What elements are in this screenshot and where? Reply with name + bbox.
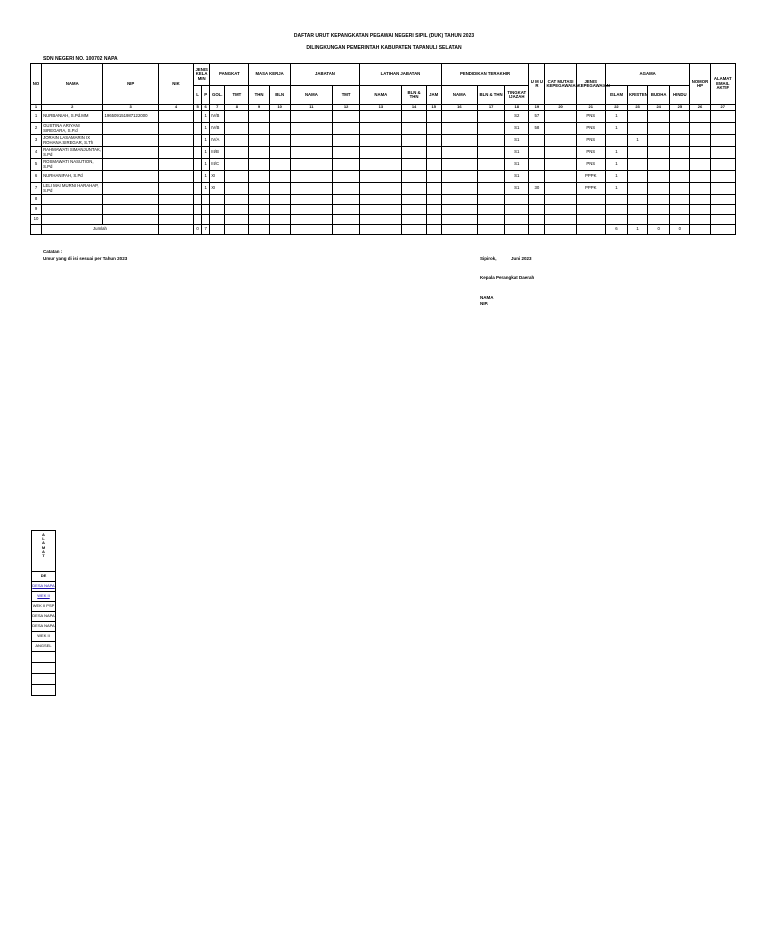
cell-no: 5	[31, 159, 42, 171]
cell-nama: RAHMAWATI SIMANJUNTAK, S.Pd	[43, 147, 102, 157]
cell-gol: IV/B	[210, 111, 225, 123]
cell-gol: XI	[210, 183, 225, 195]
column-number: 5	[194, 105, 202, 111]
catatan-label: Catatan :	[43, 249, 63, 254]
total-p: 7	[202, 225, 210, 235]
cell-nip	[103, 159, 158, 171]
cell-nama: JORAIN LASAMARIN IX ROHANA SIREGAR, S.Th	[42, 135, 103, 147]
cell-gol: III/B	[210, 147, 225, 159]
table-row-empty	[31, 195, 736, 205]
cell-nip	[103, 135, 158, 147]
cell-p: 1	[202, 111, 210, 123]
col-umur: U M U R	[529, 64, 545, 105]
col-jab-tmt: TMT	[333, 86, 360, 105]
column-number: 15	[426, 105, 441, 111]
column-number: 13	[360, 105, 402, 111]
document-title: DAFTAR URUT KEPANGKATAN PEGAWAI NEGERI SIPIL (DUK) TAHUN 2023	[293, 33, 475, 39]
column-number: 19	[529, 105, 545, 111]
address-empty-cell	[32, 674, 56, 685]
cell-gol: III/C	[210, 159, 225, 171]
cell-nip	[103, 147, 158, 159]
col-lat-jam: JAM	[426, 86, 441, 105]
cell-jenis: PNS	[576, 147, 605, 159]
total-l: 0	[194, 225, 202, 235]
signature-nip: NIP.	[480, 301, 489, 306]
cell-jenis: PNS	[576, 135, 605, 147]
col-cat-mutasi: CAT MUTASI KEPEGAWAIAN	[545, 64, 576, 105]
col-nik: NIK	[158, 64, 193, 105]
col-lat-nama: NAMA	[360, 86, 402, 105]
col-p: P	[202, 86, 210, 105]
cell-jenis: PNS	[576, 111, 605, 123]
cell-islam: 1	[605, 159, 627, 171]
cell-nama: ROSMAWATI NASUTION, S.Pd	[42, 159, 103, 171]
cell-p: 1	[202, 147, 210, 159]
column-number: 24	[648, 105, 670, 111]
column-number: 9	[249, 105, 269, 111]
cell-jenis: PPPK	[576, 171, 605, 183]
cell-no: 6	[31, 171, 42, 183]
col-thn: THN	[249, 86, 269, 105]
cell-islam: 1	[605, 183, 627, 195]
cell-kristen	[627, 111, 647, 123]
address-item: DESA NAPA	[32, 612, 56, 622]
cell-umur	[529, 135, 545, 147]
cell-kristen	[627, 123, 647, 135]
address-header: A L A M A T	[32, 531, 56, 572]
cell-jenis: PPPK	[576, 183, 605, 195]
column-number: 7	[210, 105, 225, 111]
col-kristen: KRISTEN	[627, 86, 647, 105]
cell-p: 1	[202, 135, 210, 147]
totals-label: Jumlah	[42, 225, 159, 235]
cell-islam: 1	[605, 147, 627, 159]
cell-p: 1	[202, 183, 210, 195]
cell-no: 8	[31, 195, 42, 205]
column-number: 6	[202, 105, 210, 111]
cell-nip	[103, 183, 158, 195]
col-pend-blnthn: BLN & THN	[477, 86, 504, 105]
address-item: WEK II	[32, 632, 56, 642]
col-gol: GOL.	[210, 86, 225, 105]
cell-kristen	[627, 159, 647, 171]
address-item[interactable]: WEK II	[32, 592, 56, 602]
address-empty-cell	[32, 663, 56, 674]
col-pend-tingkat: TINGKAT IJAZAH	[505, 86, 529, 105]
total-kristen: 1	[627, 225, 647, 235]
cell-nama: LELI MAI MURNI HARAHAP, S.Pd	[42, 183, 103, 195]
column-number: 22	[605, 105, 627, 111]
col-pendidikan: PENDIDIKAN TERAKHIR	[441, 64, 529, 86]
cell-no: 3	[31, 135, 42, 147]
col-agama: AGAMA	[605, 64, 690, 86]
school-name: SDN NEGERI NO. 100702 NAPA	[43, 56, 118, 62]
cell-no: 7	[31, 183, 42, 195]
col-nip: NIP	[103, 64, 158, 105]
total-islam: 6	[605, 225, 627, 235]
cell-kristen: 1	[627, 135, 647, 147]
cell-p: 1	[202, 171, 210, 183]
column-number: 27	[710, 105, 735, 111]
cell-umur	[529, 147, 545, 159]
col-islam: ISLAM	[605, 86, 627, 105]
col-masa-kerja: MASA KERJA	[249, 64, 290, 86]
column-number: 12	[333, 105, 360, 111]
document-subtitle: DILINGKUNGAN PEMERINTAH KABUPATEN TAPANULI SELATAN	[306, 45, 462, 51]
umur-note: Umur yang di isi sesuai per Tahun 2023	[43, 256, 128, 261]
cell-umur	[529, 159, 545, 171]
total-budha: 0	[648, 225, 670, 235]
cell-no: 4	[31, 147, 42, 159]
col-no: NO	[31, 64, 42, 105]
table-row	[31, 183, 736, 195]
duk-table	[30, 63, 736, 235]
cell-nip	[103, 171, 158, 183]
cell-tingkat: S2	[505, 111, 529, 123]
cell-kristen	[627, 171, 647, 183]
signature-date: Juni 2023	[511, 256, 532, 261]
col-pend-nama: NAMA	[441, 86, 477, 105]
cell-tingkat: S1	[505, 171, 529, 183]
column-number: 21	[576, 105, 605, 111]
address-item: DESA NAPA	[32, 622, 56, 632]
col-hindu: HINDU	[670, 86, 690, 105]
cell-no: 10	[31, 215, 42, 225]
column-number: 14	[402, 105, 426, 111]
column-number: 18	[505, 105, 529, 111]
column-number: 17	[477, 105, 504, 111]
address-empty-cell	[32, 652, 56, 663]
column-number: 16	[441, 105, 477, 111]
cell-gol: XI	[210, 171, 225, 183]
table-body	[31, 111, 736, 225]
cell-nama: GUSTINA ARIYANI SIREGARA, S.P.d	[42, 123, 103, 135]
column-number: 1	[31, 105, 42, 111]
cell-no: 2	[31, 123, 42, 135]
cell-islam	[605, 135, 627, 147]
signature-place: Sipirok,	[480, 256, 497, 261]
signature-title: Kepala Perangkat Daerah	[480, 275, 535, 280]
cell-tingkat: S1	[505, 135, 529, 147]
column-number: 8	[225, 105, 249, 111]
cell-nama: NURBANIAH, S.Pd.MM	[42, 111, 103, 123]
cell-tingkat: S1	[505, 159, 529, 171]
col-pangkat: PANGKAT	[210, 64, 249, 86]
address-item: DE	[32, 572, 56, 582]
col-latihan-jabatan: LATIHAN JABATAN	[360, 64, 442, 86]
cell-umur: 57	[529, 111, 545, 123]
table-row	[31, 135, 736, 147]
cell-umur: 30	[529, 183, 545, 195]
column-number: 26	[690, 105, 710, 111]
col-lat-blnthn: BLN & THN	[402, 86, 426, 105]
table-row	[31, 159, 736, 171]
cell-nip	[103, 123, 158, 135]
address-side-table	[31, 530, 56, 696]
column-number: 4	[158, 105, 193, 111]
cell-nama: NURHANIFAH, S.Pd	[42, 171, 103, 183]
cell-islam: 1	[605, 171, 627, 183]
col-jenis-kepegawaian: JENIS KEPEGAWAIAN	[576, 64, 605, 105]
cell-kristen	[627, 147, 647, 159]
table-row	[31, 171, 736, 183]
table-header-row-1	[31, 64, 736, 86]
col-budha: BUDHA	[648, 86, 670, 105]
col-nama: NAMA	[42, 64, 103, 105]
cell-no: 9	[31, 205, 42, 215]
column-number: 20	[545, 105, 576, 111]
table-row-empty	[31, 205, 736, 215]
col-l: L	[194, 86, 202, 105]
column-number: 23	[627, 105, 647, 111]
totals-row	[31, 225, 736, 235]
cell-jenis: PNS	[576, 123, 605, 135]
col-alamat-email: ALAMAT EMAIL AKTIF	[710, 64, 735, 105]
total-hindu: 0	[670, 225, 690, 235]
address-empty-cell	[32, 685, 56, 696]
cell-islam: 1	[605, 123, 627, 135]
cell-nip: 196509151987122000	[103, 111, 158, 123]
column-number: 2	[42, 105, 103, 111]
cell-tingkat: S1	[505, 147, 529, 159]
cell-kristen	[627, 183, 647, 195]
cell-p: 1	[202, 123, 210, 135]
col-jabatan: JABATAN	[290, 64, 359, 86]
cell-islam: 1	[605, 111, 627, 123]
table-row	[31, 147, 736, 159]
column-number: 11	[290, 105, 332, 111]
cell-umur	[529, 171, 545, 183]
column-number: 3	[103, 105, 158, 111]
col-jenis-kelamin: JENIS KELA MIN	[194, 64, 210, 86]
col-nomor-hp: NOMOR HP	[690, 64, 710, 105]
cell-tingkat: S1	[505, 123, 529, 135]
column-number: 10	[269, 105, 290, 111]
address-item: WEK II PSP	[32, 602, 56, 612]
table-row	[31, 123, 736, 135]
cell-tingkat: S1	[505, 183, 529, 195]
col-jab-nama: NAMA	[290, 86, 332, 105]
cell-gol: IV/A	[210, 135, 225, 147]
table-row	[31, 111, 736, 123]
address-item[interactable]: DESA NAPA	[32, 582, 56, 592]
cell-no: 1	[31, 111, 42, 123]
signature-name: NAMA	[480, 295, 494, 300]
column-number: 25	[670, 105, 690, 111]
table-row-empty	[31, 215, 736, 225]
cell-jenis: PNS	[576, 159, 605, 171]
col-tmt: TMT	[225, 86, 249, 105]
address-item: ANGSEL	[32, 642, 56, 652]
col-bln: BLN	[269, 86, 290, 105]
cell-gol: IV/B	[210, 123, 225, 135]
cell-p: 1	[202, 159, 210, 171]
cell-umur: 58	[529, 123, 545, 135]
